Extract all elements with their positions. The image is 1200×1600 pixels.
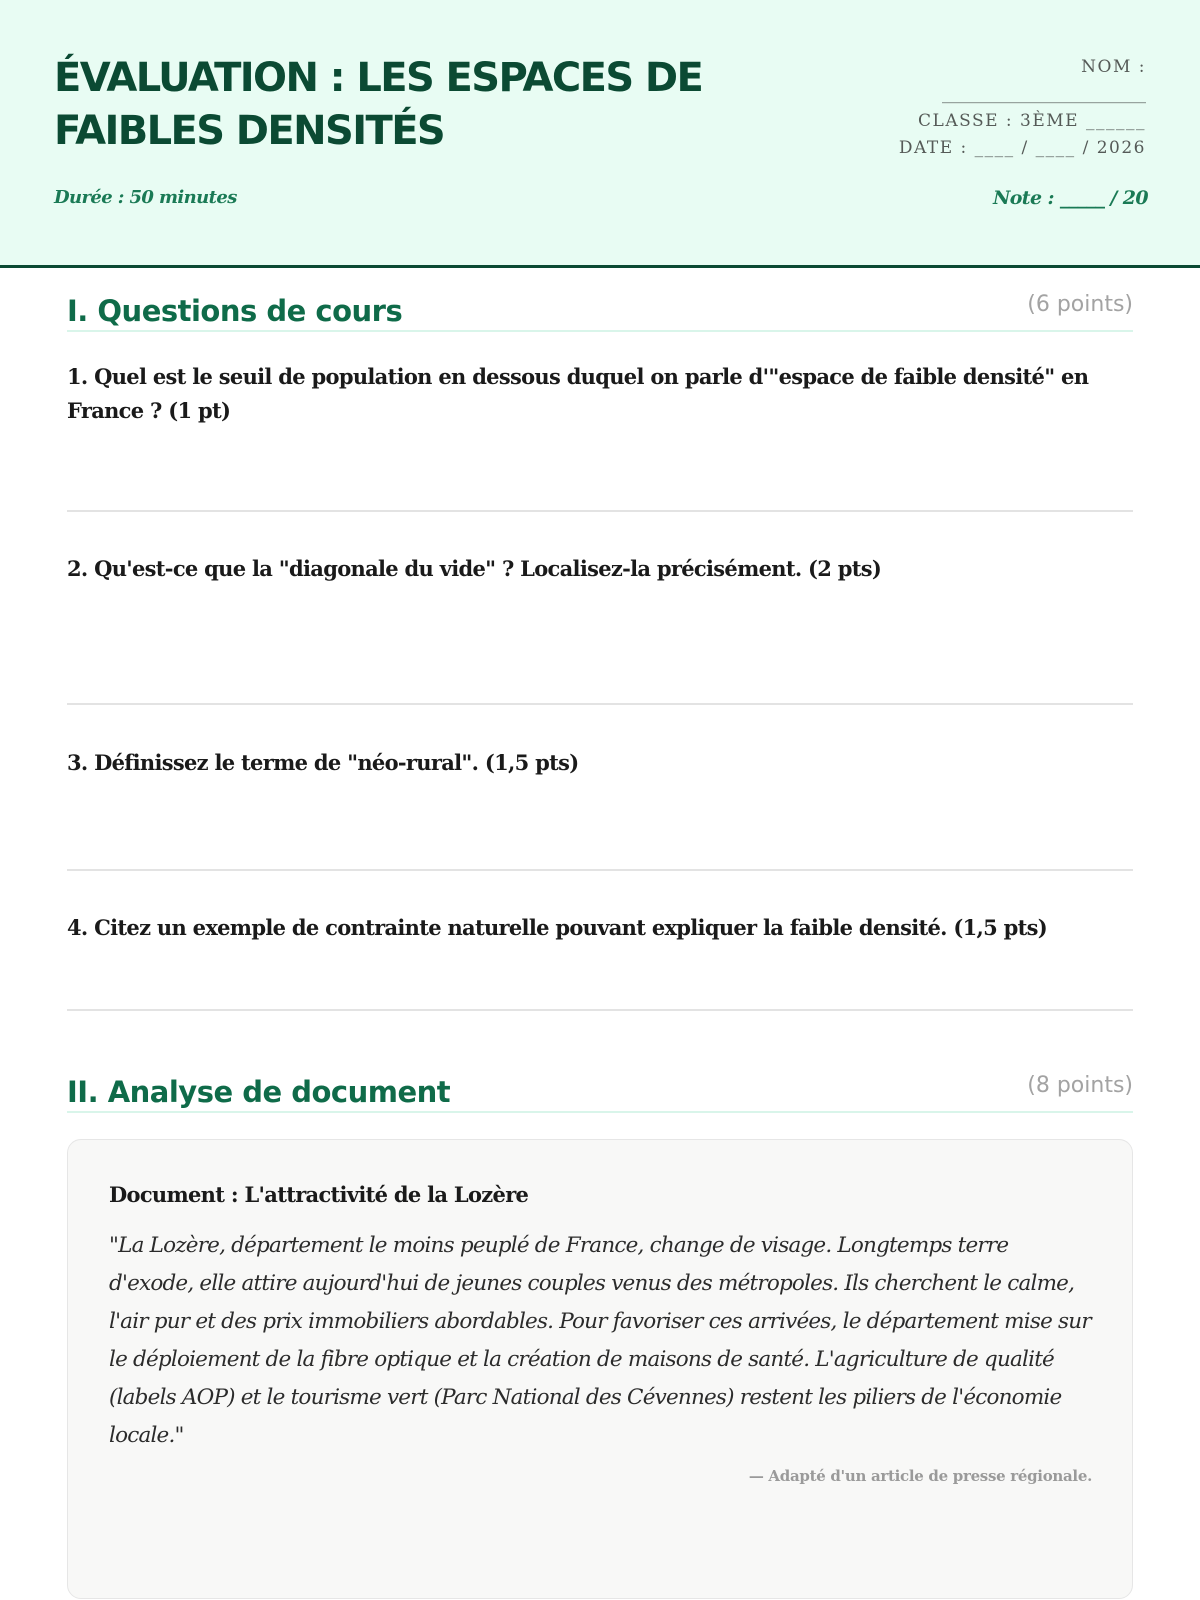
exam-header <box>0 0 1200 268</box>
question-text: 4. Citez un exemple de contrainte naturelle pouvant expliquer la faible densité. (1,5 pts) <box>67 915 1047 940</box>
document-source: — Adapté d'un article de presse régionale. <box>748 1467 1092 1485</box>
question-text: 2. Qu'est-ce que la "diagonale du vide" ? Localisez-la précisément. (2 pts) <box>67 556 882 581</box>
section-header-cours <box>67 268 1133 332</box>
document-title: Document : L'attractivité de la Lozère <box>109 1182 529 1207</box>
grade-field: Note : _____ / 20 <box>992 187 1148 209</box>
section-title-analyse: II. Analyse de document <box>67 1075 451 1109</box>
date-field: DATE : ____ / ____ / 2026 <box>898 138 1146 158</box>
question-1 <box>67 332 1133 512</box>
question-text: 1. Quel est le seuil de population en dessous duquel on parle d'"espace de faible densité" en France ? (1 pt) <box>67 364 1089 423</box>
exam-duration: Durée : 50 minutes <box>54 187 237 208</box>
nom-field-line: ________________________ <box>942 84 1146 104</box>
section-points-cours: (6 points) <box>1027 292 1133 317</box>
nom-label: NOM : <box>1081 57 1146 77</box>
section-points-analyse: (8 points) <box>1027 1073 1133 1098</box>
document-quote: "La Lozère, département le moins peuplé de France, change de visage. Longtemps terre d'exode, elle attire aujourd'hui de jeunes couples venus des métropoles. Ils cherchent le calme, l'air pur et des prix immobiliers abordables. Pour favoriser ces arrivées, le département mise sur le déploiement de la fibre optique et la création de maisons de santé. L'agriculture de qualité (labels AOP) et le tourisme vert (Parc National des Cévennes) restent les piliers de l'économie locale." <box>109 1233 1091 1448</box>
document-box <box>67 1139 1133 1599</box>
question-3 <box>67 705 1133 871</box>
section-header-analyse <box>67 1049 1133 1113</box>
question-2 <box>67 512 1133 705</box>
classe-field: CLASSE : 3ÈME ______ <box>918 111 1146 131</box>
student-info-block <box>899 54 1146 162</box>
question-text: 3. Définissez le terme de "néo-rural". (1,5 pts) <box>67 750 579 775</box>
exam-body <box>67 268 1133 1599</box>
section-title-cours: I. Questions de cours <box>67 294 403 328</box>
question-4 <box>67 871 1133 1011</box>
page-title: ÉVALUATION : LES ESPACES DE FAIBLES DENSITÉS <box>54 55 703 154</box>
